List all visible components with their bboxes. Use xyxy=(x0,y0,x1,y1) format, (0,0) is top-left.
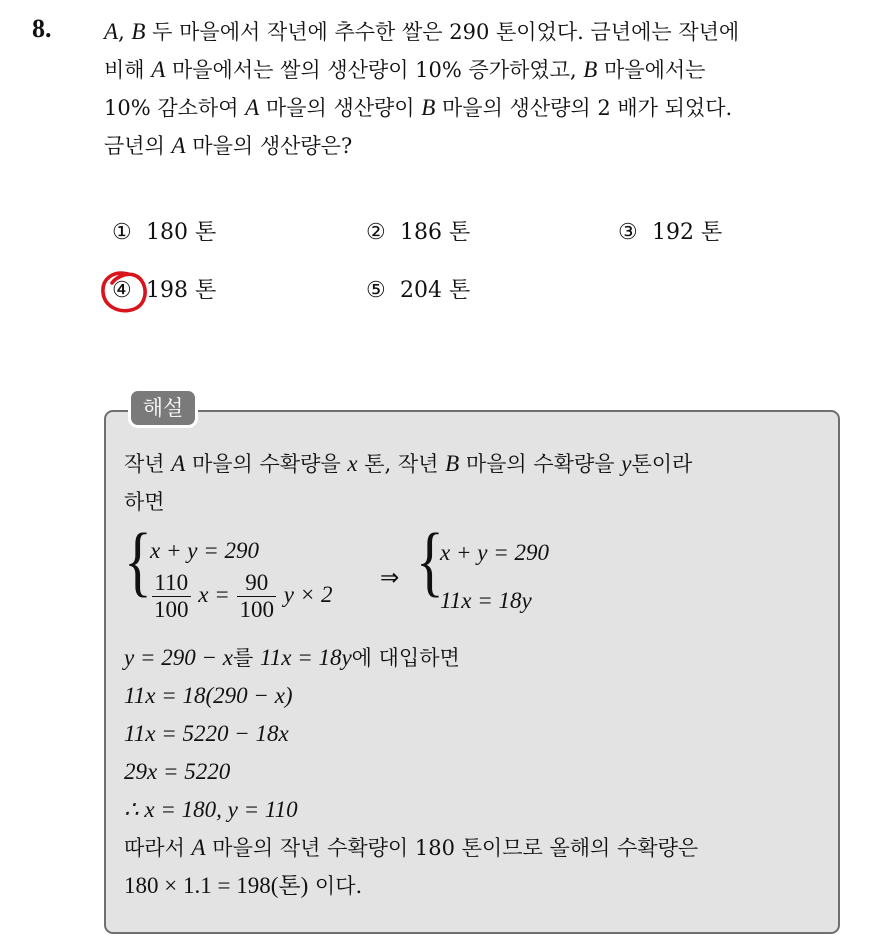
solution-step-1: y = 290 − x를 11x = 18y에 대입하면 xyxy=(124,645,460,670)
solution-step-4: 29x = 5220 xyxy=(124,759,231,784)
solution-conclusion-line-1: 따라서 A 마을의 작년 수확량이 180 톤이므로 올해의 수확량은 xyxy=(124,835,699,860)
system-right-eq2: 11x = 18y xyxy=(440,588,532,613)
system-left-eq2: $\frac{110}{100}$ x = $\frac{90}{100}$ y × 2 xyxy=(154,570,333,622)
solution-tag: 해설 xyxy=(128,388,198,428)
solution-step-3: 11x = 5220 − 18x xyxy=(124,721,289,746)
system-right-eq1: x + y = 290 xyxy=(440,540,549,565)
fraction-110-100: $\frac{110}{100}$ xyxy=(154,570,189,622)
solution-conclusion-line-2: 180 × 1.1 = 198(톤) 이다. xyxy=(124,873,363,898)
system-left-eq1: x + y = 290 xyxy=(150,538,259,563)
question-line-3: 10% 감소하여 A 마을의 생산량이 B 마을의 생산량의 2 배가 되었다. xyxy=(104,95,733,120)
system-left-brace: { xyxy=(124,516,152,605)
question-line-2: 비해 A 마을에서는 쌀의 생산량이 10% 증가하였고, B 마을에서는 xyxy=(104,57,706,82)
choice-1[interactable]: ① 180 톤 xyxy=(112,220,217,245)
choice-5[interactable]: ⑤ 204 톤 xyxy=(366,278,471,303)
question-text xyxy=(104,14,864,166)
fraction-90-100: $\frac{90}{100}$ xyxy=(239,570,274,622)
system-right-brace: { xyxy=(416,516,444,605)
solution-step-2: 11x = 18(290 − x) xyxy=(124,683,293,708)
question-number: 8. xyxy=(32,14,52,43)
answer-circle-mark xyxy=(98,268,152,316)
solution-intro-line-2: 하면 xyxy=(124,490,165,514)
solution-step-5: ∴ x = 180, y = 110 xyxy=(124,797,298,822)
implies-arrow: ⇒ xyxy=(380,565,400,590)
choice-2[interactable]: ② 186 톤 xyxy=(366,220,471,245)
question-line-1: A, B 두 마을에서 작년에 추수한 쌀은 290 톤이었다. 금년에는 작년에 xyxy=(104,19,740,44)
solution-intro-line-1: 작년 A 마을의 수확량을 x 톤, 작년 B 마을의 수확량을 y톤이라 xyxy=(124,451,693,476)
question-line-4: 금년의 A 마을의 생산량은? xyxy=(104,133,353,158)
choice-4[interactable]: ④ 198 톤 xyxy=(112,278,217,303)
choice-3[interactable]: ③ 192 톤 xyxy=(618,220,723,245)
